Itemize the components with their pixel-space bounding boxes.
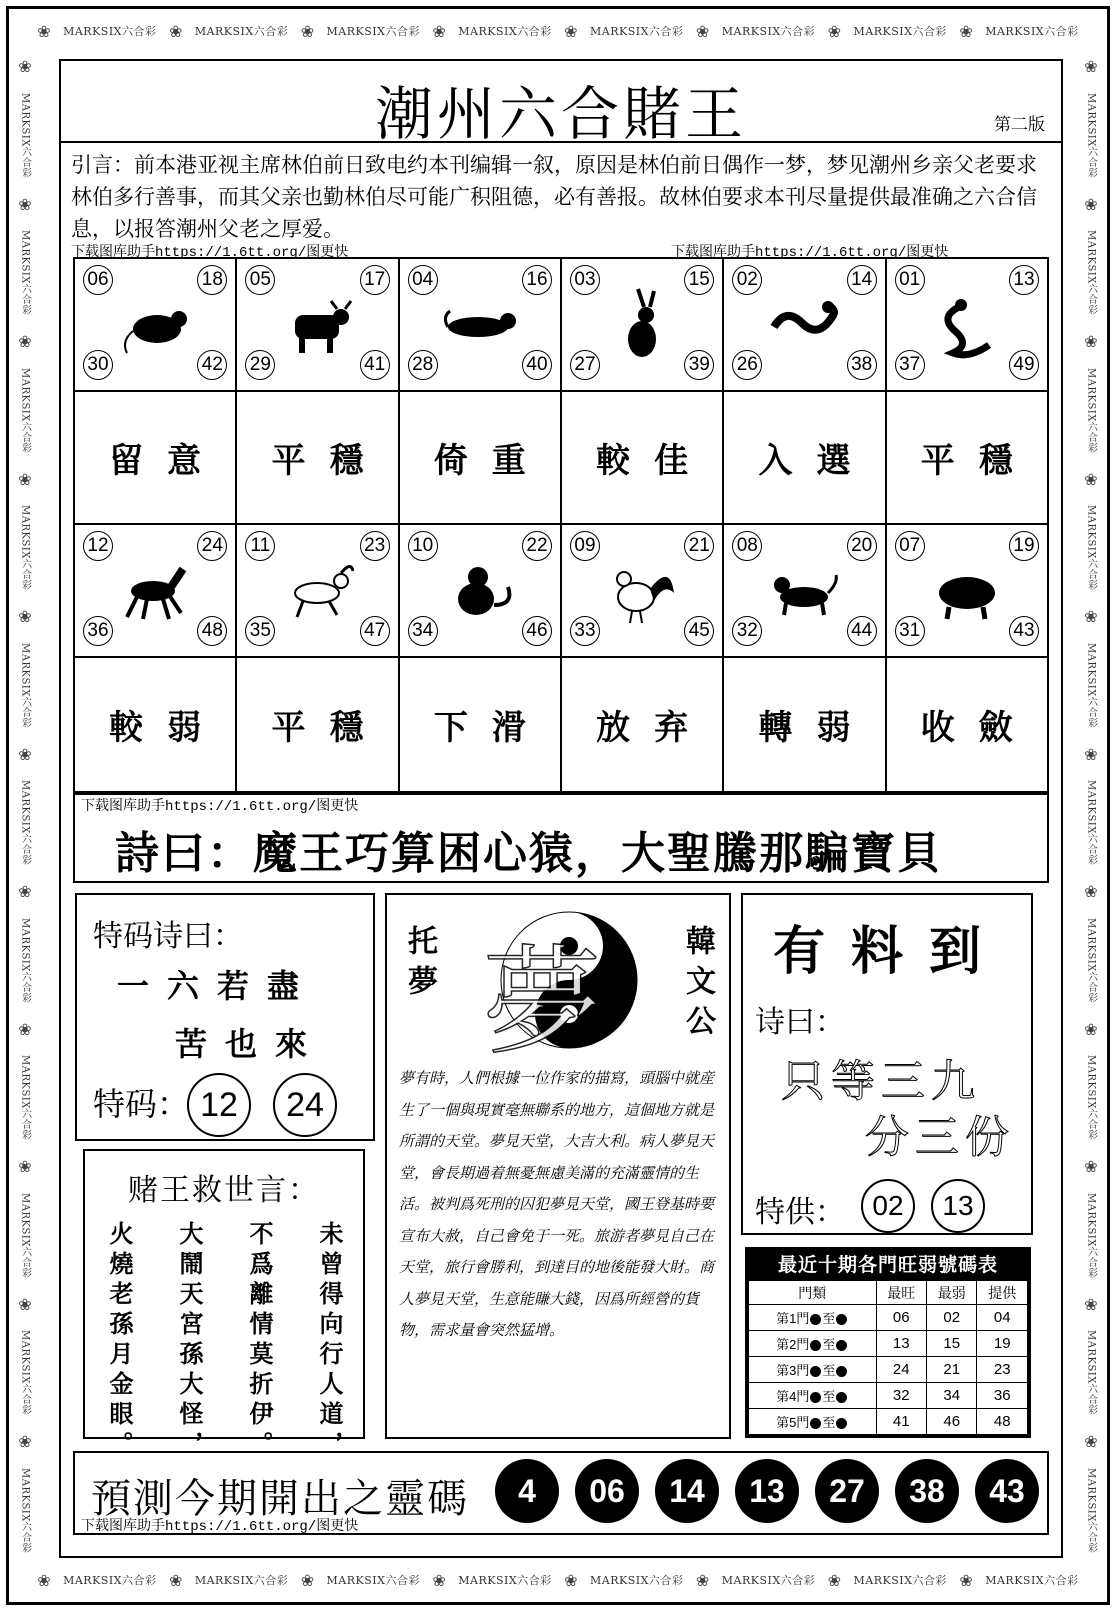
rat-icon [117, 287, 192, 362]
you-liao-line1: 只等三九 [781, 1056, 981, 1107]
table-cell-worst: 46 [927, 1409, 977, 1435]
watermark-text: MARKSIX六合彩 [985, 25, 1079, 38]
flower-ornament-icon: ❀ [1084, 882, 1098, 902]
forecast-row-bottom [75, 658, 1047, 791]
flower-ornament-icon: ❀ [18, 194, 32, 214]
watermark-text: MARKSIX六合彩 [1085, 92, 1097, 179]
watermark-text: MARKSIX六合彩 [19, 642, 31, 729]
door-stats-table [745, 1247, 1031, 1438]
door-cell [749, 1383, 877, 1409]
saving-words-column: 火燒老孫月金眼。 [105, 1221, 133, 1461]
table-row [749, 1383, 1028, 1409]
door-label: 第5門 [776, 1415, 810, 1430]
zodiac-number-ball: 15 [684, 265, 714, 295]
zodiac-number-ball: 48 [197, 616, 227, 646]
zodiac-cell [887, 525, 1047, 656]
you-liao-box [741, 893, 1033, 1235]
flower-ornament-icon: ❀ [168, 21, 183, 41]
rabbit-icon [604, 287, 679, 362]
watermark-text: MARKSIX六合彩 [19, 367, 31, 454]
snake-icon [929, 287, 1004, 362]
flower-ornament-icon: ❀ [1084, 469, 1098, 489]
forecast-cell [237, 392, 399, 523]
zodiac-number-ball: 12 [83, 531, 113, 561]
zodiac-cell [562, 525, 724, 656]
zodiac-number-ball: 41 [360, 350, 390, 380]
download-link[interactable]: 下载图库助手https://1.6tt.org/图更快 [671, 245, 949, 261]
flower-ornament-icon: ❀ [564, 21, 578, 41]
forecast-word: 下滑 [433, 708, 550, 748]
table-row [749, 1409, 1028, 1435]
zodiac-number-ball: 09 [570, 531, 600, 561]
download-link[interactable]: 下载图库助手https://1.6tt.org/图更快 [71, 245, 349, 261]
zodiac-number-ball: 39 [684, 350, 714, 380]
flower-ornament-icon: ❀ [959, 21, 973, 41]
flower-ornament-icon: ❀ [18, 332, 32, 352]
flower-ornament-icon: ❀ [564, 1570, 578, 1590]
door-cell [749, 1409, 877, 1435]
dream-center-char: 夢 [483, 933, 602, 1071]
zodiac-number-ball: 38 [847, 350, 877, 380]
flower-ornament-icon: ❀ [959, 1570, 973, 1590]
zodiac-number-ball: 07 [895, 531, 925, 561]
flower-ornament-icon: ❀ [432, 21, 446, 41]
zodiac-number-ball: 08 [732, 531, 762, 561]
watermark-text: MARKSIX六合彩 [1085, 230, 1097, 316]
zodiac-number-ball: 13 [1009, 265, 1039, 295]
door-cell [749, 1331, 877, 1357]
prediction-ball: 14 [655, 1459, 719, 1523]
prediction-ball: 43 [975, 1459, 1039, 1523]
saving-words-box [83, 1149, 365, 1461]
watermark-text: MARKSIX六合彩 [721, 1574, 816, 1587]
table-header: 最旺 [876, 1281, 926, 1305]
flower-ornament-icon: ❀ [18, 1294, 32, 1314]
zodiac-cell [400, 525, 562, 656]
table-cell-best: 06 [876, 1305, 926, 1331]
you-liao-line2: 分三份 [865, 1112, 1015, 1163]
flower-ornament-icon: ❀ [18, 744, 32, 764]
you-liao-number-ball: 13 [931, 1179, 985, 1233]
door-label: 第3門 [776, 1363, 810, 1378]
page-title: 潮州六合賭王 [374, 80, 747, 148]
flower-ornament-icon: ❀ [1084, 1432, 1098, 1452]
forecast-cell [562, 392, 724, 523]
flower-ornament-icon: ❀ [18, 1019, 32, 1039]
forecast-word: 留意 [109, 441, 226, 481]
monkey-icon [442, 553, 517, 628]
flower-ornament-icon: ❀ [1084, 1019, 1098, 1039]
zodiac-number-ball: 22 [522, 531, 552, 561]
watermark-text: MARKSIX六合彩 [326, 1574, 420, 1587]
zodiac-grid [73, 257, 1049, 793]
flower-ornament-icon: ❀ [827, 21, 842, 41]
page-frame [6, 6, 1110, 1605]
table-row [749, 1305, 1028, 1331]
zodiac-number-ball: 45 [684, 616, 714, 646]
table-cell-offer: 48 [977, 1409, 1028, 1435]
watermark-text: MARKSIX六合彩 [19, 1330, 31, 1416]
forecast-cell [75, 392, 237, 523]
prediction-numbers [495, 1459, 1039, 1523]
door-mid: 至 [822, 1415, 836, 1430]
zodiac-number-ball: 24 [197, 531, 227, 561]
door-mid: 至 [822, 1389, 836, 1404]
zodiac-row-bottom [75, 525, 1047, 658]
flower-ornament-icon: ❀ [1084, 1157, 1098, 1177]
saving-words-title: 赌王救世言： [128, 1173, 320, 1208]
forecast-cell [887, 658, 1047, 791]
table-cell-best: 41 [876, 1409, 926, 1435]
prediction-ball: 13 [735, 1459, 799, 1523]
watermark-text: MARKSIX六合彩 [19, 230, 31, 316]
prediction-ball: 06 [575, 1459, 639, 1523]
zodiac-number-ball: 03 [570, 265, 600, 295]
prediction-ball: 27 [815, 1459, 879, 1523]
watermark-text: MARKSIX六合彩 [19, 1055, 31, 1141]
download-link[interactable]: 下载图库助手https://1.6tt.org/图更快 [81, 1519, 359, 1535]
flower-ornament-icon: ❀ [695, 1570, 710, 1590]
table-cell-offer: 19 [977, 1331, 1028, 1357]
special-poem-line1: 一六若盡 [117, 967, 318, 1005]
zodiac-number-ball: 34 [408, 616, 438, 646]
zodiac-cell [400, 259, 562, 390]
dream-right-label: 韓文公 [680, 925, 715, 1045]
left-watermark-border [13, 49, 37, 1562]
watermark-text: MARKSIX六合彩 [590, 25, 684, 38]
zodiac-number-ball: 16 [522, 265, 552, 295]
ball-icon [810, 1340, 821, 1351]
watermark-text: MARKSIX六合彩 [63, 1574, 157, 1587]
edition-label: 第二版 [994, 115, 1045, 135]
zodiac-number-ball: 35 [245, 616, 275, 646]
flower-ornament-icon: ❀ [18, 1157, 32, 1177]
table-header: 最弱 [927, 1281, 977, 1305]
table-cell-worst: 34 [927, 1383, 977, 1409]
dog-icon [766, 553, 841, 628]
table-cell-offer: 04 [977, 1305, 1028, 1331]
zodiac-number-ball: 32 [732, 616, 762, 646]
watermark-text: MARKSIX六合彩 [1085, 780, 1097, 866]
door-mid: 至 [822, 1311, 836, 1326]
zodiac-number-ball: 10 [408, 531, 438, 561]
zodiac-number-ball: 14 [847, 265, 877, 295]
forecast-cell [887, 392, 1047, 523]
watermark-text: MARKSIX六合彩 [853, 25, 947, 38]
watermark-text: MARKSIX六合彩 [19, 1468, 31, 1554]
flower-ornament-icon: ❀ [1084, 57, 1098, 77]
door-label: 第4門 [776, 1389, 810, 1404]
flower-ornament-icon: ❀ [432, 1570, 446, 1590]
flower-ornament-icon: ❀ [18, 57, 32, 77]
zodiac-number-ball: 21 [684, 531, 714, 561]
bottom-watermark-border [31, 1562, 1085, 1598]
zodiac-number-ball: 30 [83, 350, 113, 380]
dream-left-label: 托夢 [402, 925, 437, 1005]
flower-ornament-icon: ❀ [695, 21, 710, 41]
table-row [749, 1331, 1028, 1357]
watermark-text: MARKSIX六合彩 [721, 25, 816, 38]
forecast-word: 放弃 [596, 708, 713, 748]
forecast-word: 平穩 [271, 708, 388, 748]
zodiac-cell [75, 525, 237, 656]
zodiac-cell [887, 259, 1047, 390]
table-row [749, 1357, 1028, 1383]
watermark-text: MARKSIX六合彩 [1085, 1192, 1097, 1279]
forecast-word: 平穩 [271, 441, 388, 481]
saving-words-column: 不爲離情莫折伊。 [245, 1221, 273, 1461]
zodiac-number-ball: 23 [360, 531, 390, 561]
watermark-text: MARKSIX六合彩 [590, 1574, 684, 1587]
ball-icon [836, 1366, 847, 1377]
prediction-ball: 38 [895, 1459, 959, 1523]
main-panel [59, 59, 1063, 1558]
table-header: 提供 [977, 1281, 1028, 1305]
zodiac-number-ball: 02 [732, 265, 762, 295]
zodiac-number-ball: 42 [197, 350, 227, 380]
zodiac-number-ball: 31 [895, 616, 925, 646]
zodiac-number-ball: 40 [522, 350, 552, 380]
forecast-word: 較弱 [109, 708, 226, 748]
watermark-text: MARKSIX六合彩 [458, 1574, 552, 1587]
watermark-text: MARKSIX六合彩 [19, 505, 31, 591]
you-liao-title: 有料到 [773, 922, 1008, 982]
flower-ornament-icon: ❀ [18, 1432, 32, 1452]
you-liao-number-ball: 02 [861, 1179, 915, 1233]
forecast-word: 收斂 [920, 708, 1037, 748]
watermark-text: MARKSIX六合彩 [458, 25, 552, 38]
zodiac-number-ball: 04 [408, 265, 438, 295]
ball-icon [836, 1392, 847, 1403]
ball-icon [810, 1418, 821, 1429]
saving-words-column: 大鬧天宮孫大怪， [175, 1221, 203, 1461]
ball-icon [836, 1418, 847, 1429]
watermark-text: MARKSIX六合彩 [19, 1192, 31, 1279]
zodiac-cell [724, 525, 886, 656]
forecast-cell [724, 392, 886, 523]
forecast-cell [237, 658, 399, 791]
flower-ornament-icon: ❀ [37, 21, 51, 41]
door-mid: 至 [822, 1337, 836, 1352]
zodiac-number-ball: 47 [360, 616, 390, 646]
dragon-icon [766, 287, 841, 362]
special-number-label: 特码： [93, 1085, 190, 1123]
table-cell-best: 32 [876, 1383, 926, 1409]
ball-icon [836, 1340, 847, 1351]
zodiac-cell [75, 259, 237, 390]
zodiac-number-ball: 01 [895, 265, 925, 295]
zodiac-cell [562, 259, 724, 390]
forecast-word: 入選 [758, 441, 875, 481]
zodiac-number-ball: 26 [732, 350, 762, 380]
zodiac-cell [237, 525, 399, 656]
zodiac-number-ball: 43 [1009, 616, 1039, 646]
flower-ornament-icon: ❀ [18, 607, 32, 627]
zodiac-number-ball: 28 [408, 350, 438, 380]
special-number-ball: 12 [187, 1073, 251, 1137]
download-link[interactable]: 下载图库助手https://1.6tt.org/图更快 [81, 799, 359, 815]
zodiac-number-ball: 33 [570, 616, 600, 646]
watermark-text: MARKSIX六合彩 [194, 25, 289, 38]
forecast-cell [75, 658, 237, 791]
right-watermark-border [1079, 49, 1103, 1562]
zodiac-cell [724, 259, 886, 390]
door-label: 第1門 [776, 1311, 810, 1326]
special-poem-line2: 苦也來 [175, 1025, 326, 1063]
forecast-cell [400, 658, 562, 791]
ball-icon [810, 1392, 821, 1403]
forecast-word: 較佳 [596, 441, 713, 481]
flower-ornament-icon: ❀ [37, 1570, 51, 1590]
you-liao-label: 诗曰： [755, 1005, 845, 1040]
pig-icon [929, 553, 1004, 628]
watermark-text: MARKSIX六合彩 [19, 780, 31, 866]
zodiac-number-ball: 18 [197, 265, 227, 295]
table-cell-offer: 23 [977, 1357, 1028, 1383]
forecast-word: 倚重 [433, 441, 550, 481]
zodiac-number-ball: 17 [360, 265, 390, 295]
zodiac-cell [237, 259, 399, 390]
watermark-text: MARKSIX六合彩 [63, 25, 157, 38]
prediction-bar [73, 1451, 1049, 1535]
tiger-icon [442, 287, 517, 362]
table-cell-worst: 21 [927, 1357, 977, 1383]
table-cell-best: 24 [876, 1357, 926, 1383]
zodiac-number-ball: 19 [1009, 531, 1039, 561]
flower-ornament-icon: ❀ [18, 469, 32, 489]
dream-story: 夢有時，人們根據一位作家的描寫，頭腦中就産生了一個與現實毫無聯系的地方，這個地方就是所謂的天堂。夢見天堂，大吉大利。病人夢見天堂，會長期過着無憂無慮美滿的充滿靈情的生活。被判爲死刑的囚犯夢見天堂，國王登基時要宣布大赦，自己會免于一死。旅游者夢見自己在天堂，旅行會勝利，到達目的地後能發大財。商人夢見天堂，生意能賺大錢，因爲所經營的貨物，需求量會突然猛增。 [399, 1069, 715, 1339]
flower-ornament-icon: ❀ [1084, 332, 1098, 352]
watermark-text: MARKSIX六合彩 [985, 1574, 1079, 1587]
watermark-text: MARKSIX六合彩 [1085, 505, 1097, 591]
watermark-text: MARKSIX六合彩 [1085, 367, 1097, 454]
saving-words-columns [105, 1221, 343, 1461]
watermark-text: MARKSIX六合彩 [1085, 1468, 1097, 1554]
dream-box [385, 893, 731, 1439]
forecast-word: 平穩 [920, 441, 1037, 481]
watermark-text: MARKSIX六合彩 [19, 917, 31, 1004]
flower-ornament-icon: ❀ [168, 1570, 183, 1590]
zodiac-number-ball: 29 [245, 350, 275, 380]
flower-ornament-icon: ❀ [300, 1570, 315, 1590]
special-number-ball: 24 [273, 1073, 337, 1137]
you-liao-special-label: 特供： [755, 1195, 845, 1230]
zodiac-number-ball: 36 [83, 616, 113, 646]
watermark-text: MARKSIX六合彩 [1085, 1330, 1097, 1416]
watermark-text: MARKSIX六合彩 [1085, 917, 1097, 1004]
saving-words-column: 未曾得向行人道， [315, 1221, 343, 1461]
zodiac-number-ball: 49 [1009, 350, 1039, 380]
forecast-cell [724, 658, 886, 791]
zodiac-number-ball: 06 [83, 265, 113, 295]
zodiac-number-ball: 05 [245, 265, 275, 295]
zodiac-row-top [75, 259, 1047, 392]
header [61, 61, 1061, 148]
poem-text: 詩曰：魔王巧算困心猿，大聖騰那騙寶貝 [115, 828, 943, 879]
door-stats-title: 最近十期各門旺弱號碼表 [748, 1250, 1028, 1280]
watermark-text: MARKSIX六合彩 [853, 1574, 947, 1587]
forecast-word: 轉弱 [758, 708, 875, 748]
forecast-row-top [75, 392, 1047, 525]
flower-ornament-icon: ❀ [18, 882, 32, 902]
ball-icon [810, 1314, 821, 1325]
zodiac-number-ball: 37 [895, 350, 925, 380]
watermark-text: MARKSIX六合彩 [326, 25, 420, 38]
flower-ornament-icon: ❀ [1084, 607, 1098, 627]
zodiac-number-ball: 44 [847, 616, 877, 646]
prediction-ball: 4 [495, 1459, 559, 1523]
ox-icon [279, 287, 354, 362]
rooster-icon [604, 553, 679, 628]
flower-ornament-icon: ❀ [827, 1570, 842, 1590]
horse-icon [117, 553, 192, 628]
forecast-cell [562, 658, 724, 791]
zodiac-number-ball: 20 [847, 531, 877, 561]
table-cell-worst: 15 [927, 1331, 977, 1357]
door-mid: 至 [822, 1363, 836, 1378]
goat-icon [279, 553, 354, 628]
zodiac-number-ball: 11 [245, 531, 275, 561]
door-cell [749, 1357, 877, 1383]
flower-ornament-icon: ❀ [300, 21, 315, 41]
special-poem-box [75, 893, 375, 1141]
watermark-text: MARKSIX六合彩 [19, 92, 31, 179]
zodiac-number-ball: 46 [522, 616, 552, 646]
flower-ornament-icon: ❀ [1084, 1294, 1098, 1314]
top-watermark-border [31, 13, 1085, 49]
flower-ornament-icon: ❀ [1084, 194, 1098, 214]
watermark-text: MARKSIX六合彩 [1085, 1055, 1097, 1141]
ball-icon [810, 1366, 821, 1377]
poem-banner [73, 793, 1049, 883]
intro-paragraph: 引言：前本港亚视主席林伯前日致电约本刊编辑一叙，原因是林伯前日偶作一梦，梦见潮州乡亲父老要求林伯多行善事，而其父亲也勤林伯尽可能广积阻德，必有善报。故林伯要求本刊尽量提供最准确之六合信息，以报答潮州父老之厚爱。 [71, 153, 1037, 241]
flower-ornament-icon: ❀ [1084, 744, 1098, 764]
table-cell-worst: 02 [927, 1305, 977, 1331]
special-poem-label: 特码诗曰： [93, 919, 243, 954]
table-cell-offer: 36 [977, 1383, 1028, 1409]
door-label: 第2門 [776, 1337, 810, 1352]
table-header: 門類 [749, 1281, 877, 1305]
prediction-label: 預測今期開出之靈碼 [91, 1476, 469, 1522]
table-cell-best: 13 [876, 1331, 926, 1357]
watermark-text: MARKSIX六合彩 [1085, 642, 1097, 729]
watermark-text: MARKSIX六合彩 [194, 1574, 289, 1587]
zodiac-number-ball: 27 [570, 350, 600, 380]
forecast-cell [400, 392, 562, 523]
ball-icon [836, 1314, 847, 1325]
door-cell [749, 1305, 877, 1331]
